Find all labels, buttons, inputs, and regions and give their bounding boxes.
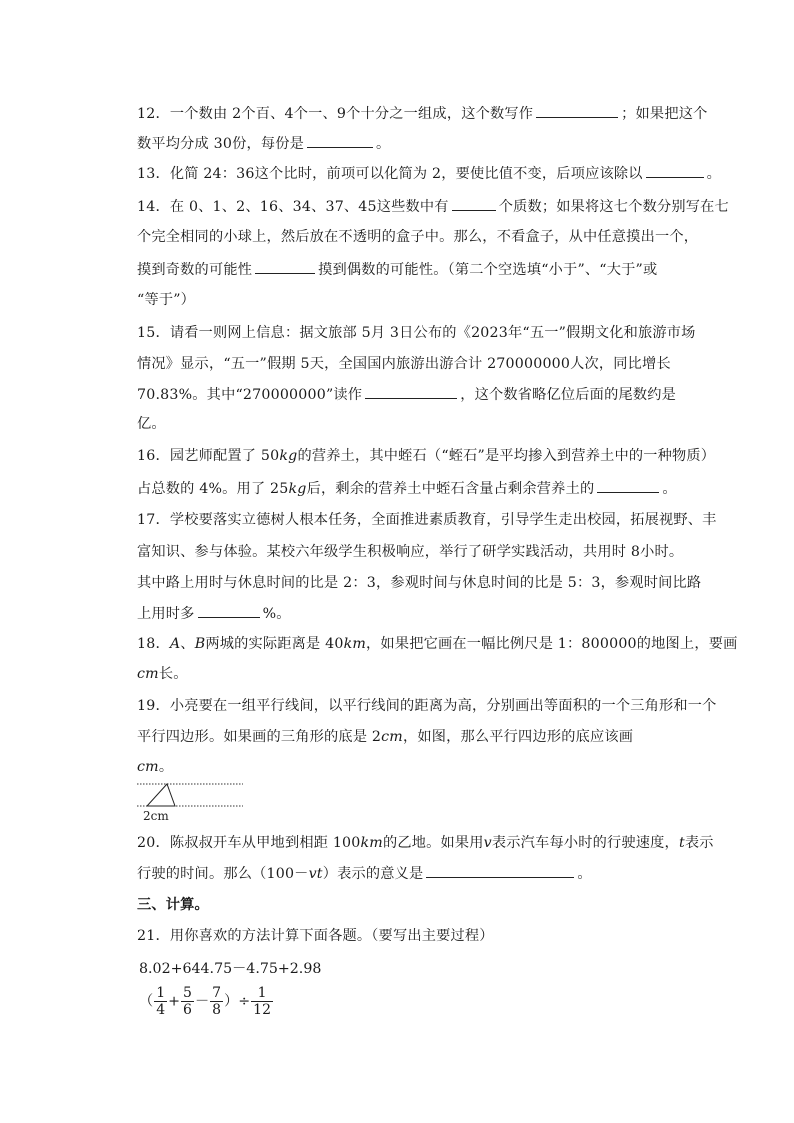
q13-line-1: 13．化简 24：36这个比时，前项可以化简为 2，要使比值不变，后项应该除以 。 bbox=[137, 163, 721, 184]
q18-line-1: 18．A、B两城的实际距离是 40km，如果把它画在一幅比例尺是 1：800000的地图上，要画 bbox=[137, 636, 738, 652]
expression-1: 8.02+644.75－4.75+2.98 bbox=[139, 961, 322, 977]
answer-blank[interactable] bbox=[198, 603, 260, 618]
expression-2: （ $\frac{1}{4}$ + $\frac{5}{6}$ － $\frac{7}{8}$ ）÷ $\frac{1}{12}$ bbox=[139, 985, 271, 1018]
q15-line-2: 情况》显示，“五一”假期 5天，全国国内旅游出游合计 270000000人次，同比增长 bbox=[137, 356, 671, 372]
q14-line-3: 摸到奇数的可能性 摸到偶数的可能性。（第二个空选填“小于”、“大于”或 bbox=[137, 259, 657, 280]
q17-line-1: 17．学校要落实立德树人根本任务，全面推进素质教育，引导学生走出校园，拓展视野、丰 bbox=[137, 512, 717, 528]
q16-line-2: 占总数的 4%。用了 25kg后，剩余的营养土中蛭石含量占剩余营养土的 。 bbox=[137, 478, 677, 499]
answer-blank[interactable] bbox=[426, 863, 574, 878]
triangle-diagram bbox=[137, 778, 247, 822]
q19-line-3: cm。 bbox=[137, 759, 174, 775]
triangle-shape bbox=[147, 784, 175, 806]
q17-line-4: 上用时多 %。 bbox=[137, 603, 291, 624]
fraction: $\frac{7}{8}$ bbox=[212, 985, 222, 1018]
fraction: $\frac{1}{12}$ bbox=[253, 985, 271, 1018]
answer-blank[interactable] bbox=[646, 163, 704, 178]
q14-line-1: 14．在 0、1、2、16、34、37、45这些数中有 个质数；如果将这七个数分别写在七 bbox=[137, 196, 729, 217]
q14-line-4: “等于”） bbox=[137, 292, 196, 308]
q16-line-1: 16．园艺师配置了 50kg的营养土，其中蛭石（“蛭石”是平均掺入到营养土中的一种物质） bbox=[137, 448, 716, 464]
base-label: 2cm bbox=[143, 809, 169, 822]
q14-line-2: 个完全相同的小球上，然后放在不透明的盒子中。那么，不看盒子，从中任意摸出一个， bbox=[137, 229, 699, 245]
q21-title: 21．用你喜欢的方法计算下面各题。（要写出主要过程） bbox=[137, 928, 494, 944]
q12-line-1: 12．一个数由 2个百、4个一、9个十分之一组成，这个数写作 ；如果把这个 bbox=[137, 103, 707, 124]
answer-blank[interactable] bbox=[255, 259, 315, 274]
q12-line-2: 数平均分成 30份，每份是 。 bbox=[137, 133, 390, 154]
answer-blank[interactable] bbox=[365, 384, 457, 399]
answer-blank[interactable] bbox=[452, 196, 496, 211]
q19-line-2: 平行四边形。如果画的三角形的底是 2cm，如图，那么平行四边形的底应该画 bbox=[137, 729, 634, 745]
answer-blank[interactable] bbox=[307, 133, 373, 148]
section-heading: 三、计算。 bbox=[137, 897, 209, 913]
q20-line-1: 20．陈叔叔开车从甲地到相距 100km的乙地。如果用v表示汽车每小时的行驶速度，t表示 bbox=[137, 835, 714, 851]
q19-line-1: 19．小亮要在一组平行线间，以平行线间的距离为高，分别画出等面积的一个三角形和一个 bbox=[137, 698, 717, 714]
answer-blank[interactable] bbox=[536, 103, 618, 118]
fraction: $\frac{5}{6}$ bbox=[183, 985, 192, 1018]
q17-line-3: 其中路上用时与休息时间的比是 2：3，参观时间与休息时间的比是 5：3，参观时间比路 bbox=[137, 575, 702, 591]
q17-line-2: 富知识、参与体验。某校六年级学生积极响应，举行了研学实践活动，共用时 8小时。 bbox=[137, 544, 684, 560]
q18-line-2: cm长。 bbox=[137, 666, 188, 682]
q20-line-2: 行驶的时间。那么（100－vt）表示的意义是 。 bbox=[137, 863, 592, 884]
answer-blank[interactable] bbox=[597, 478, 659, 493]
fraction: $\frac{1}{4}$ bbox=[156, 985, 166, 1018]
q15-line-1: 15．请看一则网上信息：据文旅部 5月 3日公布的《2023年“五一”假期文化和旅游市场 bbox=[137, 325, 696, 341]
parallel-lines-triangle-figure bbox=[137, 778, 247, 822]
q15-line-4: 亿。 bbox=[137, 416, 166, 432]
q15-line-3: 70.83%。其中“270000000”读作 ，这个数省略亿位后面的尾数约是 bbox=[137, 384, 676, 405]
